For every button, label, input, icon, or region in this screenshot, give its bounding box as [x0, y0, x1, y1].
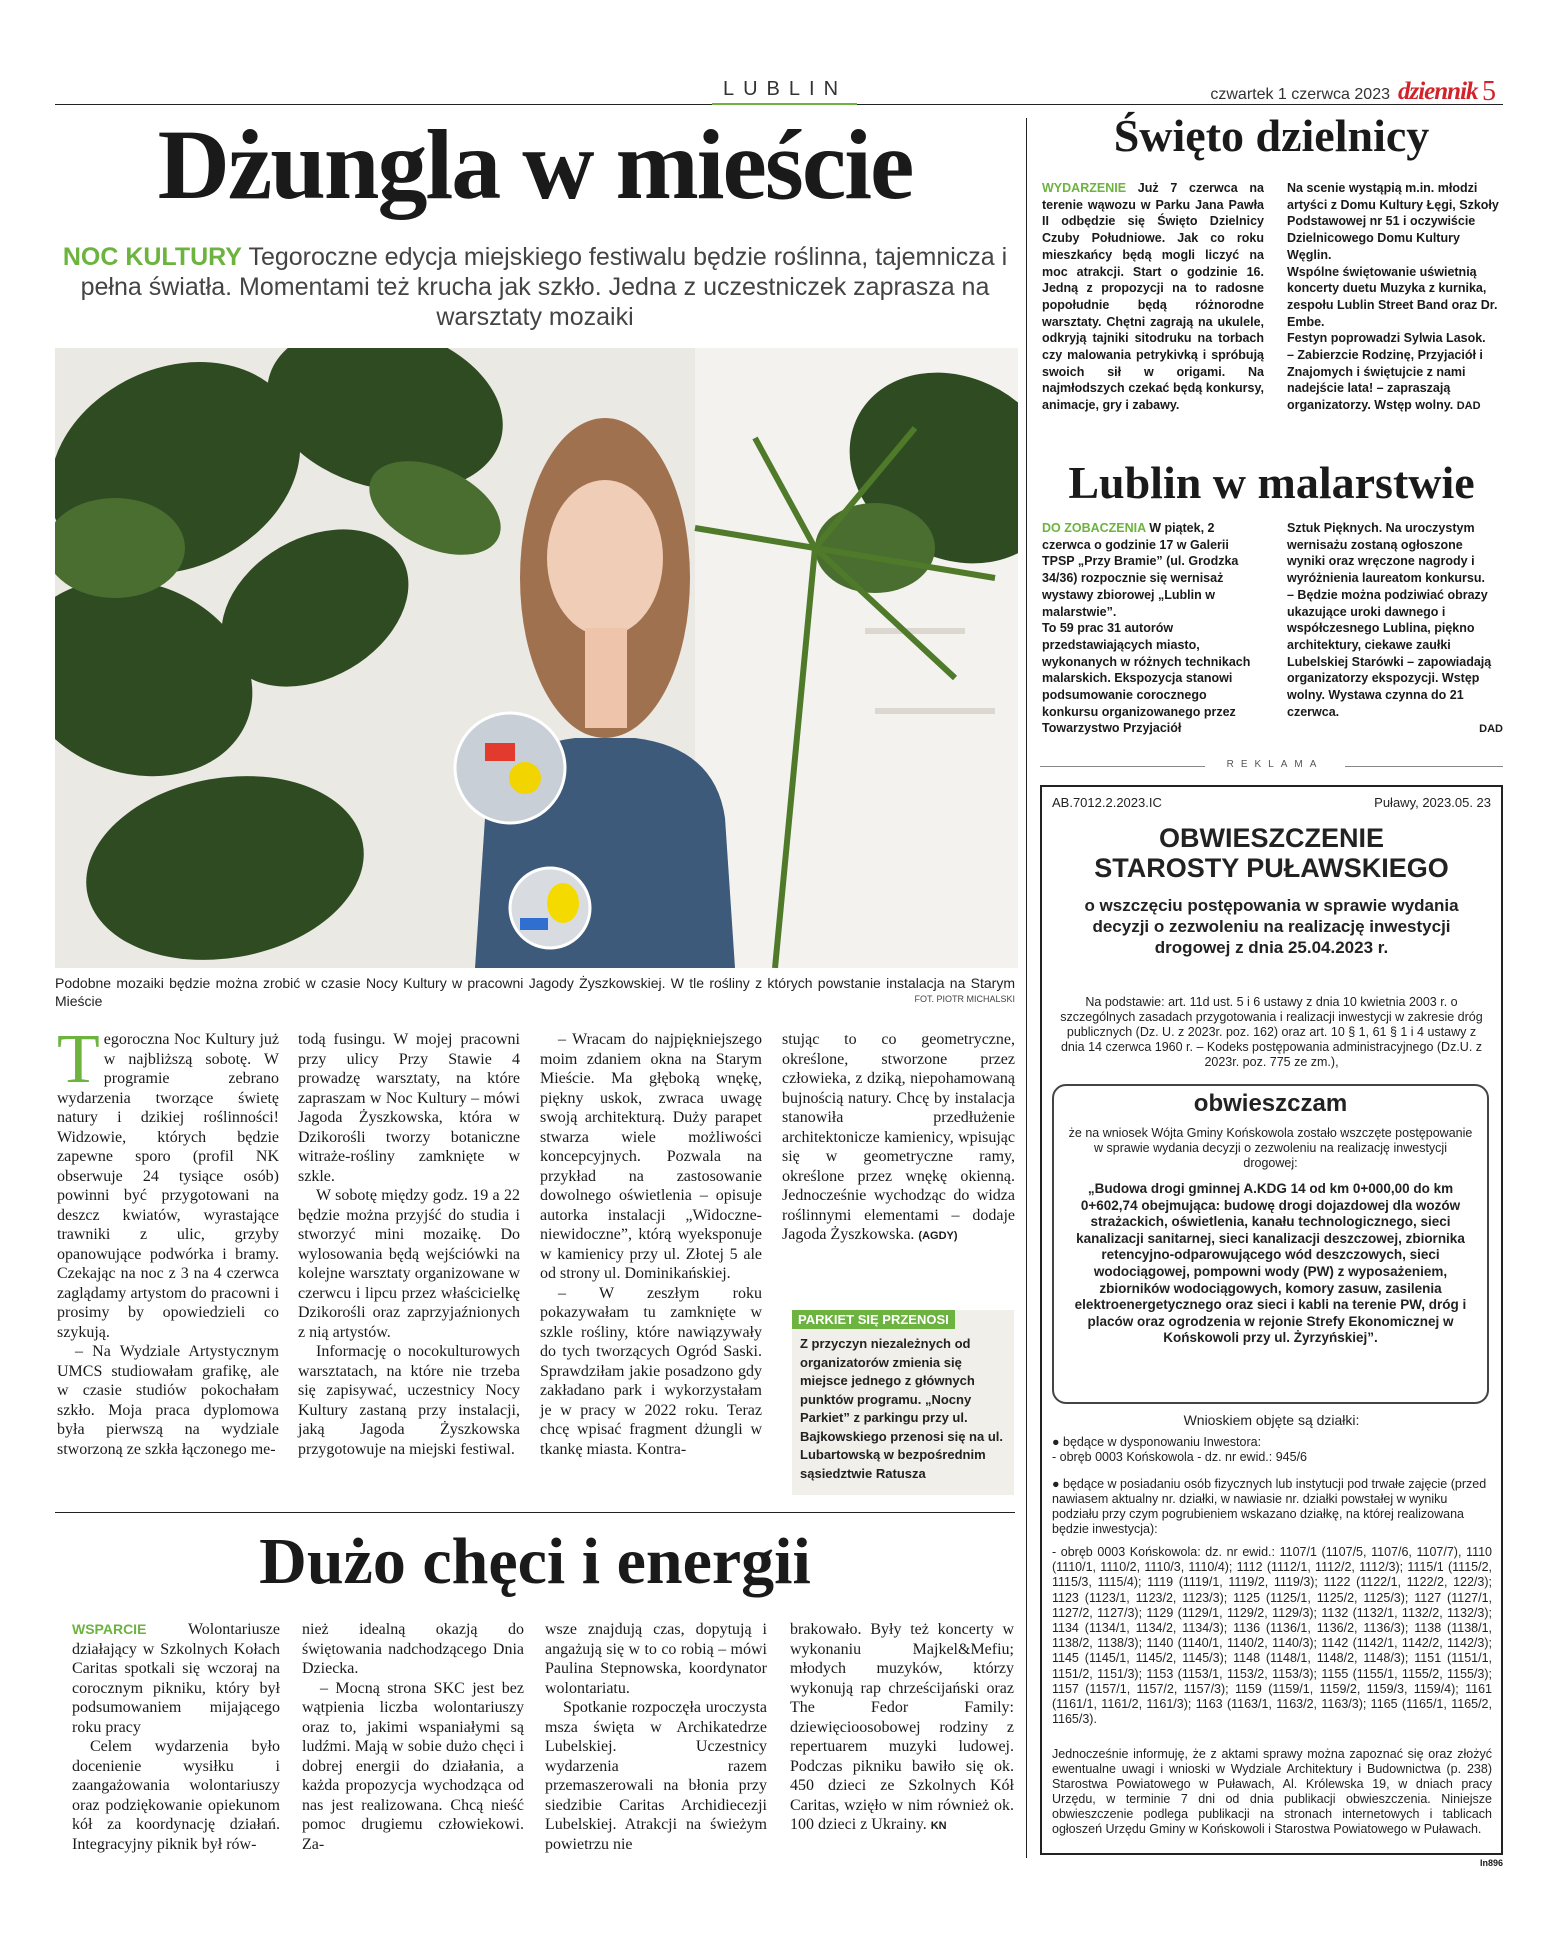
- paragraph: – Mocną strona SKC jest bez wątpienia liczba wolontariuszy oraz to, jakimi wspaniałymi są ludźmi. Mają w sobie dużo chęci i dobrej energii do działania, a każda propozycja wychodząca od nas jest realizowana. Chcą nieść pomoc drugiemu człowiekowi. Za-: [302, 1679, 524, 1853]
- brand-logo: dziennik: [1398, 78, 1478, 105]
- notice-subtitle: o wszczęciu postępowania w sprawie wydania decyzji o zezwoleniu na realizację inwestycji drogowej z dnia 25.04.2023 r.: [1084, 896, 1459, 957]
- side2-right: [1287, 520, 1503, 738]
- main-article-col-3: [540, 1030, 762, 1459]
- side1-right: [1287, 180, 1503, 415]
- photo-credit: FOT. PIOTR MICHALSKI: [914, 994, 1015, 1004]
- second-article-col-1: [72, 1620, 280, 1854]
- paragraph: todą fusingu. W mojej pracowni przy ulicy Przy Stawie 4 prowadzę warsztaty, na które zapraszam w Noc Kultury – mówi Jagoda Żyszkowska, która w Dzikorośli tworzy botaniczne witraże-rośliny zamknięte w szkle.: [298, 1031, 520, 1185]
- info-box-title: PARKIET SIĘ PRZENOSI: [792, 1310, 955, 1329]
- notice-project: „Budowa drogi gminnej A.KDG 14 od km 0+000,00 do km 0+602,74 obejmująca: budowę drogi dojazdowej dla wozów strażackich, oświetlenia, kanału technologicznego, sieci kanalizacji sanitarnej, sieci kanalizacji deszczowej, zbiornika retencyjno-odparowującego wód deszczowych, sieci wodociągowej, pompowni wody (PW) z wyposażeniem, zbiorników wodociągowych, komory zasuw, zasilenia elektroenergetycznego oraz sieci i kabli na terenie PW, dróg i placów oraz ogrodzenia w rejonie Strefy Ekonomicznej w Końskowoli przy ul. Żyrzyńskiej”.: [1074, 1181, 1467, 1346]
- plot-line: - obręb 0003 Końskowola - dz. nr ewid.: 945/6: [1052, 1450, 1308, 1464]
- investor-plots: [1052, 1435, 1492, 1465]
- second-article-col-2: [302, 1620, 524, 1854]
- notice-title-1: OBWIESZCZENIE: [1158, 823, 1384, 853]
- ad-label: REKLAMA: [1226, 759, 1324, 770]
- main-article-col-2: [298, 1030, 520, 1459]
- side1-label: WYDARZENIE: [1042, 181, 1127, 195]
- signature: (AGDY): [918, 1230, 958, 1242]
- paragraph: Wspólne świętowanie uświetnią koncerty duetu Muzyka z kurnika, zespołu Lublin Street Band oraz Dr. Embe.: [1287, 264, 1498, 329]
- page-number: 5: [1482, 76, 1496, 107]
- paragraph: Na scenie wystąpią m.in. młodzi artyści z Domu Kultury Łęgi, Szkoły Podstawowej nr 51 i oczywiście Dzielnicowego Domu Kultury Węglin.: [1287, 181, 1499, 262]
- notice-title-2: STAROSTY PUŁAWSKIEGO: [1094, 853, 1449, 883]
- woman-with-glass-mosaics-photo: [55, 348, 1018, 968]
- paragraph: Wolontariusze działający w Szkolnych Kołach Caritas spotkali się wczoraj na corocznym pikniku, który był podsumowaniem mijającego roku pracy: [72, 1621, 280, 1736]
- second-article-title: Dużo chęci i energii: [259, 1525, 811, 1598]
- notice-final: Jednocześnie informuję, że z aktami sprawy można zapoznać się oraz złożyć ewentualne uwagi i wnioski w Wydziale Architektury i Budownictwa (p. 238) Starostwa Powiatowego w Puławach, Al. Królewska 19, w dniach pracy Urzędu, w terminie 7 dni od dnia publikacji obwieszczenia. Niniejsze obwieszczenie podlega publikacji na stronach internetowych i tablicach ogłoszeń Urzędu Gminy w Końskowoli i Starostwa Powiatowego w Puławach.: [1052, 1747, 1492, 1836]
- notice-place-date: Puławy, 2023.05. 23: [1374, 795, 1491, 810]
- column-divider: [1026, 118, 1027, 1858]
- notice-legal-basis: Na podstawie: art. 11d ust. 5 i 6 ustawy z dnia 10 kwietnia 2003 r. o szczególnych zasadach przygotowania i realizacji inwestycji w zakresie dróg publicznych (Dz. U. z 2023r. poz. 162) oraz art. 10 § 1, 61 § 1 i 4 ustawy z dnia 14 czerwca 1960 r. – Kodeks postępowania administracyjnego (Dz.U. z 2023r. poz. 775 ze zm.),: [1060, 995, 1483, 1069]
- paragraph: – Na Wydziale Artystycznym UMCS studiowałam grafikę, ale w czasie studiów pokochałam szkło. Moja praca dyplomowa była pierwszą na wydziale stworzoną ze szkła łączonego me-: [57, 1343, 279, 1458]
- paragraph: egoroczna Noc Kultury już w najbliższą sobotę. W programie zebrano wydarzenia tworzące świetę natury i dzikiej roślinności! Widzowie, których będzie zapewne sporo (profil NK obserwuje 24 tysiące osób) powinni być przygotowani na deszcz kwiatów, wyrastające trawniki z ulic, grzyby opanowujące podwórka i bramy. Czekając na noc z 3 na 4 czerwca zaglądamy artystom do pracowni i prosimy by opowiedzieli co szykują.: [57, 1031, 279, 1341]
- issue-date: czwartek 1 czerwca 2023: [1210, 86, 1390, 103]
- photo-caption: Podobne mozaiki będzie można zrobić w czasie Nocy Kultury w pracowni Jagody Żyszkowskiej. W tle rośliny z których powstanie instalacja na Starym Mieście: [55, 975, 1015, 1009]
- private-plots-intro: ● będące w posiadaniu osób fizycznych lub instytucji pod trwałe zajęcie (przed nawiasem aktualny nr. działki, w nawiasie nr. działki powstałej w wyniku podziału przy czym pogrubieniem wskazano działkę, na której realizowana będzie inwestycja):: [1052, 1477, 1487, 1536]
- signature: DAD: [1479, 723, 1503, 736]
- paragraph: To 59 prac 31 autorów przedstawiających miasto, wykonanych w różnych technikach malarskich. Ekspozycja stanowi podsumowanie corocznego konkursu organizowanego przez Towarzystwo Przyjaciół: [1042, 621, 1251, 736]
- ad-rule-left: [1040, 766, 1205, 767]
- paragraph: – Wracam do najpiękniejszego moim zdaniem okna na Starym Mieście. Ma głęboką wnękę, piękny uskok, zwraca uwagę swoją architekturą. Duży parapet stwarza wiele możliwości koncepcyjnych. Pozwala na przykład na zastosowanie dowolnego oświetlenia – opisuje autorka instalacji „Widoczne-niewidoczne”, którą wyeksponuje w kamienicy przy ul. Złotej 5 ale od strony ul. Dominikańskiej.: [540, 1031, 762, 1282]
- second-article-col-3: [545, 1620, 767, 1854]
- notice-intro: że na wniosek Wójta Gminy Końskowola zostało wszczęte postępowanie w sprawie wydania decyzji o zezwoleniu na realizację inwestycji drogowej:: [1068, 1126, 1473, 1170]
- ad-rule-right: [1345, 766, 1503, 767]
- paragraph: – Będzie można podziwiać obrazy ukazujące uroki dawnego i współczesnego Lublina, piękno architektury, ciekawe zaułki Lubelskiej Starówki – zapowiadają organizatorzy ekspozycji. Wstęp wolny. Wystawa czynna do 21 czerwca.: [1287, 587, 1492, 719]
- paragraph: W piątek, 2 czerwca o godzinie 17 w Galerii TPSP „Przy Bramie” (ul. Grodzka 34/36) rozpocznie się wernisaż wystawy zbiorowej „Lublin w malarstwie”.: [1042, 521, 1239, 619]
- paragraph: nież idealną okazją do świętowania nadchodzącego Dnia Dziecka.: [302, 1621, 524, 1677]
- signature: KN: [930, 1820, 947, 1832]
- lead-label: NOC KULTURY: [62, 243, 242, 271]
- main-article-col-4: [782, 1030, 1015, 1247]
- info-box: [792, 1310, 1014, 1495]
- side1-title: Święto dzielnicy: [1113, 110, 1430, 161]
- paragraph: – Zabierzcie Rodzinę, Przyjaciół i Znajomych i świętujcie z nami nadejście lata! – zapraszają organizatorzy. Wstęp wolny.: [1287, 348, 1483, 413]
- decision-box: [1052, 1084, 1489, 1404]
- info-box-text: Z przyczyn niezależnych od organizatorów zmienia się miejsce jednego z głównych punktów programu. „Nocny Parkiet” z parkingu przy ul. Bajkowskiego przenosi się na ul. Lubartowską w bezpośrednim sąsiedztwie Ratusza: [800, 1336, 1004, 1481]
- plots-list: - obręb 0003 Końskowola: dz. nr ewid.: 1107/1 (1107/5, 1107/6, 1107/7), 1110 (1110/1, 1110/2, 1110/3, 1110/4); 1112 (1112/1, 1112/2, 1112/3); 1115/1 (1115/2, 1115/3, 1115/4); 1119 (1119/1, 1119/2, 1119/3); 1122 (1122/1, 1122/2, 122/3); 1123 (1123/1, 1123/2, 1123/3); 1125 (1125/1, 1125/2, 1125/3); 1127 (1127/1, 1127/2, 1127/3); 1129 (1129/1, 1129/2, 1129/3); 1132 (1132/1, 1132/2, 1132/3); 1134 (1134/1, 1134/2, 1134/3); 1136 (1136/1, 1136/2, 1136/3); 1138 (1138/1, 1138/2, 1138/3); 1140 (1140/1, 1140/2, 1140/3); 1142 (1142/1, 1142/2, 1142/3); 1145 (1145/1, 1145/2, 1145/3); 1148 (1148/1, 1148/2, 1148/3); 1151 (1151/1, 1151/2, 1151/3); 1153 (1153/1, 1153/2, 1153/3); 1155 (1155/1, 1155/2, 1155/3); 1157 (1157/1, 1157/2, 1157/3); 1159 (1159/1, 1159/2, 1159/3, 1159/4); 1161 (1161/1, 1161/2, 1161/3); 1163 (1163/1, 1163/2, 1163/3); 1165 (1165/1, 1165/2, 1165/3).: [1052, 1545, 1492, 1727]
- ad-code: In896: [1479, 1858, 1503, 1868]
- side1-left: [1042, 180, 1264, 414]
- second-lead-label: WSPARCIE: [72, 1621, 147, 1637]
- paragraph: brakowało. Były też koncerty w wykonaniu Majkel&Mefiu; młodych muzyków, którzy wykonują rap chrześcijański oraz The Fedor Family: dziewięcioosobowej rodziny z repertuarem muzyki ludowej. Podczas pikniku bawiło się ok. 450 dzieci ze Szkolnych Kół Caritas, wzięło w nim również ok. 100 dzieci z Ukrainy.: [790, 1621, 1014, 1833]
- plots-header: Wnioskiem objęte są działki:: [1183, 1412, 1360, 1428]
- side2-left: [1042, 520, 1264, 737]
- paragraph: Celem wydarzenia było docenienie wysiłku i zaangażowania wolontariuszy oraz podziękowanie opiekunom kół za koordynację działań. Integracyjny piknik był rów-: [72, 1738, 280, 1853]
- paragraph: Spotkanie rozpoczęła uroczysta msza święta w Archikatedrze Lubelskiej. Uczestnicy wydarzenia razem przemaszerowali na błonia przy siedzibie Caritas Archidiecezji Lubelskiej. Atrakcji na świeżym powietrzu nie: [545, 1699, 767, 1853]
- main-article-lead: [55, 242, 1015, 332]
- paragraph: Już 7 czerwca na terenie wąwozu w Parku Jana Pawła II odbędzie się Święto Dzielnicy Czuby Południowe. Jak co roku mieszkańcy będą mogli liczyć na moc atrakcji. Start o godzinie 16. Jedną z propozycji na to radosne popołudnie będą różnorodne warsztaty. Chętni zagrają na ukulele, odkryją tajniki sitodruku na torbach czy malowania petrykivką i spróbują swoich sił w origami. Na najmłodszych czekać będą konkursy, animacje, gry i zabawy.: [1042, 181, 1264, 413]
- main-article-col-1: [57, 1021, 279, 1459]
- official-notice: [1040, 785, 1503, 1855]
- paragraph: – W zeszłym roku pokazywałam tu zamknięte w szkle rośliny, które nawiązywały do tych tworzących Ogród Saski. Sprawdziłam jakie posadzono gdy zakładano park i wykorzystałam je w pracy w 2022 roku. Teraz chcę wpisać fragment dżungli w tkankę miasta. Kontra-: [540, 1284, 762, 1458]
- side2-title: Lublin w malarstwie: [1068, 457, 1475, 508]
- dropcap: T: [57, 1021, 100, 1098]
- section-underline: [712, 103, 857, 105]
- notice-ref: AB.7012.2.2023.IC: [1052, 795, 1162, 810]
- paragraph: Informację o nocokulturowych warsztatach, na które nie trzeba się zapisywać, uczestnicy Nocy Kultury zastaną przy instalacji, jaką Jagoda Żyszkowska przygotowuje na miejski festiwal.: [298, 1343, 520, 1458]
- article-separator: [55, 1512, 1015, 1513]
- signature: DAD: [1456, 400, 1481, 413]
- photo-illustration: [55, 348, 1018, 968]
- paragraph: wsze znajdują czas, dopytują i angażują się w to co robią – mówi Paulina Stepnowska, koordynator wolontariatu.: [545, 1621, 767, 1697]
- notice-obwieszczam: obwieszczam: [1193, 1090, 1348, 1117]
- lead-text: Tegoroczne edycja miejskiego festiwalu będzie roślinna, tajemnicza i pełna światła. Momentami też krucha jak szkło. Jedna z uczestniczek zaprasza na warsztaty mozaiki: [80, 243, 1008, 331]
- paragraph: Sztuk Pięknych. Na uroczystym wernisażu zostaną ogłoszone wyniki oraz wręczone nagrody i wyróżnienia laureatom konkursu.: [1287, 521, 1485, 586]
- paragraph: stując to co geometryczne, określone, stworzone przez człowieka, z dziką, niepohamowaną bujnością natury. Chcę by instalacja stanowiła przedłużenie architektonicze kamienicy, wpisując się w geometryczne ramy, określone przez wnękę okienną. Jednocześnie wychodząc do widza roślinnymi elementami – dodaje Jagoda Żyszkowska.: [782, 1031, 1015, 1243]
- paragraph: W sobotę między godz. 19 a 22 będzie można przyjść do studia i stworzyć mini mozaikę. Do wylosowania będą wejściówki na kolejne warsztaty organizowane w czerwcu i lipcu przez właścicielkę Dzikorośli oraz zaprzyjaźnionych z nią artystów.: [298, 1187, 520, 1341]
- section-label: LUBLIN: [722, 78, 848, 100]
- plot-line: ● będące w dysponowaniu Inwestora:: [1052, 1435, 1262, 1449]
- paragraph: Festyn poprowadzi Sylwia Lasok.: [1287, 331, 1486, 346]
- main-article-title: Dżungla w mieście: [157, 109, 913, 220]
- side2-label: DO ZOBACZENIA: [1042, 521, 1146, 535]
- second-article-col-4: [790, 1620, 1014, 1837]
